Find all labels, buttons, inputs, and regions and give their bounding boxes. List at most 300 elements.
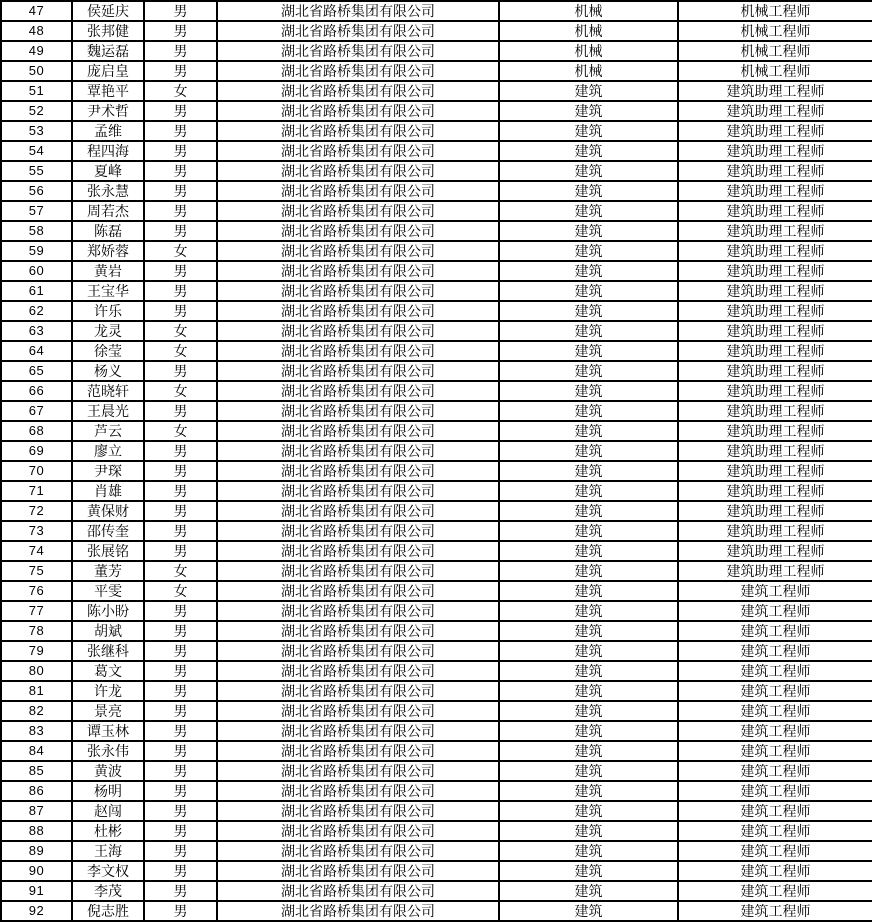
cell-gender: 男 [144, 821, 217, 841]
roster-table-body [1, 1, 872, 921]
table-row [1, 341, 872, 361]
cell-company: 湖北省路桥集团有限公司 [217, 741, 499, 761]
cell-company: 湖北省路桥集团有限公司 [217, 321, 499, 341]
cell-name: 张展铭 [72, 541, 144, 561]
cell-gender: 女 [144, 421, 217, 441]
cell-number: 79 [1, 641, 72, 661]
cell-category: 建筑 [499, 501, 678, 521]
cell-gender: 男 [144, 781, 217, 801]
cell-gender: 男 [144, 21, 217, 41]
cell-number: 73 [1, 521, 72, 541]
cell-category: 建筑 [499, 221, 678, 241]
cell-name: 郑娇蓉 [72, 241, 144, 261]
cell-number: 63 [1, 321, 72, 341]
table-row [1, 161, 872, 181]
cell-gender: 男 [144, 901, 217, 921]
cell-number: 92 [1, 901, 72, 921]
cell-company: 湖北省路桥集团有限公司 [217, 841, 499, 861]
table-row [1, 641, 872, 661]
cell-category: 建筑 [499, 201, 678, 221]
cell-name: 程四海 [72, 141, 144, 161]
cell-company: 湖北省路桥集团有限公司 [217, 541, 499, 561]
cell-name: 许乐 [72, 301, 144, 321]
cell-category: 建筑 [499, 161, 678, 181]
cell-company: 湖北省路桥集团有限公司 [217, 41, 499, 61]
cell-gender: 男 [144, 301, 217, 321]
cell-title: 建筑助理工程师 [678, 221, 872, 241]
cell-company: 湖北省路桥集团有限公司 [217, 861, 499, 881]
cell-gender: 男 [144, 721, 217, 741]
cell-number: 70 [1, 461, 72, 481]
table-row [1, 721, 872, 741]
cell-company: 湖北省路桥集团有限公司 [217, 421, 499, 441]
cell-number: 58 [1, 221, 72, 241]
cell-name: 谭玉林 [72, 721, 144, 741]
cell-category: 机械 [499, 21, 678, 41]
table-row [1, 761, 872, 781]
cell-gender: 男 [144, 401, 217, 421]
cell-gender: 男 [144, 681, 217, 701]
table-row [1, 581, 872, 601]
cell-company: 湖北省路桥集团有限公司 [217, 801, 499, 821]
cell-name: 邵传奎 [72, 521, 144, 541]
cell-title: 机械工程师 [678, 61, 872, 81]
table-row [1, 101, 872, 121]
cell-number: 80 [1, 661, 72, 681]
cell-title: 建筑助理工程师 [678, 241, 872, 261]
cell-category: 建筑 [499, 321, 678, 341]
cell-title: 建筑助理工程师 [678, 501, 872, 521]
cell-title: 建筑助理工程师 [678, 321, 872, 341]
cell-category: 机械 [499, 41, 678, 61]
cell-name: 廖立 [72, 441, 144, 461]
cell-company: 湖北省路桥集团有限公司 [217, 441, 499, 461]
cell-title: 建筑助理工程师 [678, 81, 872, 101]
cell-number: 48 [1, 21, 72, 41]
cell-name: 陈磊 [72, 221, 144, 241]
cell-company: 湖北省路桥集团有限公司 [217, 581, 499, 601]
cell-title: 建筑助理工程师 [678, 261, 872, 281]
cell-category: 建筑 [499, 581, 678, 601]
table-row [1, 361, 872, 381]
cell-number: 67 [1, 401, 72, 421]
cell-company: 湖北省路桥集团有限公司 [217, 61, 499, 81]
cell-number: 82 [1, 701, 72, 721]
cell-company: 湖北省路桥集团有限公司 [217, 901, 499, 921]
cell-category: 建筑 [499, 381, 678, 401]
cell-category: 建筑 [499, 361, 678, 381]
cell-name: 黄岩 [72, 261, 144, 281]
cell-gender: 女 [144, 321, 217, 341]
cell-title: 建筑助理工程师 [678, 421, 872, 441]
cell-category: 建筑 [499, 461, 678, 481]
cell-title: 建筑助理工程师 [678, 281, 872, 301]
cell-name: 侯延庆 [72, 1, 144, 21]
table-row [1, 421, 872, 441]
cell-number: 60 [1, 261, 72, 281]
cell-number: 91 [1, 881, 72, 901]
cell-category: 建筑 [499, 661, 678, 681]
cell-name: 葛文 [72, 661, 144, 681]
cell-number: 50 [1, 61, 72, 81]
cell-category: 建筑 [499, 121, 678, 141]
cell-title: 建筑助理工程师 [678, 521, 872, 541]
cell-name: 许龙 [72, 681, 144, 701]
cell-title: 建筑工程师 [678, 761, 872, 781]
cell-number: 49 [1, 41, 72, 61]
cell-gender: 女 [144, 561, 217, 581]
cell-company: 湖北省路桥集团有限公司 [217, 781, 499, 801]
cell-name: 杨义 [72, 361, 144, 381]
cell-number: 90 [1, 861, 72, 881]
cell-gender: 男 [144, 1, 217, 21]
cell-title: 建筑工程师 [678, 901, 872, 921]
table-row [1, 401, 872, 421]
cell-title: 建筑工程师 [678, 821, 872, 841]
cell-name: 张邦健 [72, 21, 144, 41]
cell-category: 建筑 [499, 261, 678, 281]
cell-title: 建筑助理工程师 [678, 201, 872, 221]
cell-category: 建筑 [499, 541, 678, 561]
cell-gender: 男 [144, 201, 217, 221]
table-row [1, 241, 872, 261]
table-row [1, 601, 872, 621]
cell-category: 建筑 [499, 761, 678, 781]
table-row [1, 61, 872, 81]
cell-name: 杜彬 [72, 821, 144, 841]
table-row [1, 481, 872, 501]
cell-category: 建筑 [499, 681, 678, 701]
cell-category: 建筑 [499, 141, 678, 161]
cell-category: 建筑 [499, 521, 678, 541]
cell-company: 湖北省路桥集团有限公司 [217, 601, 499, 621]
table-row [1, 81, 872, 101]
cell-gender: 男 [144, 881, 217, 901]
cell-gender: 男 [144, 221, 217, 241]
table-row [1, 381, 872, 401]
cell-title: 机械工程师 [678, 41, 872, 61]
cell-gender: 男 [144, 481, 217, 501]
cell-category: 建筑 [499, 101, 678, 121]
cell-title: 建筑助理工程师 [678, 161, 872, 181]
cell-gender: 男 [144, 841, 217, 861]
cell-company: 湖北省路桥集团有限公司 [217, 281, 499, 301]
cell-gender: 男 [144, 261, 217, 281]
cell-category: 建筑 [499, 421, 678, 441]
cell-number: 64 [1, 341, 72, 361]
cell-name: 张继科 [72, 641, 144, 661]
table-row [1, 521, 872, 541]
cell-category: 建筑 [499, 481, 678, 501]
cell-name: 尹琛 [72, 461, 144, 481]
cell-category: 建筑 [499, 621, 678, 641]
cell-name: 周若杰 [72, 201, 144, 221]
table-row [1, 541, 872, 561]
cell-gender: 男 [144, 101, 217, 121]
cell-number: 57 [1, 201, 72, 221]
cell-name: 陈小盼 [72, 601, 144, 621]
table-row [1, 661, 872, 681]
cell-title: 建筑助理工程师 [678, 341, 872, 361]
table-row [1, 841, 872, 861]
cell-number: 77 [1, 601, 72, 621]
cell-gender: 男 [144, 461, 217, 481]
cell-category: 建筑 [499, 881, 678, 901]
cell-gender: 男 [144, 541, 217, 561]
cell-title: 建筑助理工程师 [678, 141, 872, 161]
cell-number: 69 [1, 441, 72, 461]
cell-name: 王海 [72, 841, 144, 861]
cell-gender: 男 [144, 741, 217, 761]
cell-number: 78 [1, 621, 72, 641]
table-row [1, 181, 872, 201]
cell-category: 建筑 [499, 561, 678, 581]
cell-category: 建筑 [499, 241, 678, 261]
cell-title: 建筑助理工程师 [678, 541, 872, 561]
cell-company: 湖北省路桥集团有限公司 [217, 361, 499, 381]
cell-category: 建筑 [499, 281, 678, 301]
cell-title: 建筑工程师 [678, 601, 872, 621]
cell-name: 张永伟 [72, 741, 144, 761]
table-row [1, 121, 872, 141]
cell-title: 建筑工程师 [678, 741, 872, 761]
cell-title: 建筑工程师 [678, 881, 872, 901]
table-row [1, 261, 872, 281]
cell-category: 建筑 [499, 601, 678, 621]
cell-category: 建筑 [499, 441, 678, 461]
cell-category: 建筑 [499, 781, 678, 801]
cell-number: 72 [1, 501, 72, 521]
cell-gender: 女 [144, 341, 217, 361]
cell-gender: 男 [144, 441, 217, 461]
cell-name: 肖雄 [72, 481, 144, 501]
cell-company: 湖北省路桥集团有限公司 [217, 621, 499, 641]
cell-number: 86 [1, 781, 72, 801]
cell-title: 建筑助理工程师 [678, 101, 872, 121]
table-row [1, 501, 872, 521]
cell-company: 湖北省路桥集团有限公司 [217, 261, 499, 281]
cell-category: 建筑 [499, 821, 678, 841]
cell-gender: 女 [144, 241, 217, 261]
cell-title: 建筑工程师 [678, 661, 872, 681]
cell-category: 建筑 [499, 701, 678, 721]
cell-title: 建筑工程师 [678, 841, 872, 861]
cell-title: 建筑助理工程师 [678, 181, 872, 201]
cell-number: 71 [1, 481, 72, 501]
cell-title: 建筑工程师 [678, 721, 872, 741]
cell-company: 湖北省路桥集团有限公司 [217, 521, 499, 541]
table-row [1, 281, 872, 301]
cell-title: 建筑助理工程师 [678, 461, 872, 481]
table-row [1, 561, 872, 581]
cell-company: 湖北省路桥集团有限公司 [217, 501, 499, 521]
cell-number: 59 [1, 241, 72, 261]
cell-number: 81 [1, 681, 72, 701]
cell-company: 湖北省路桥集团有限公司 [217, 701, 499, 721]
table-row [1, 221, 872, 241]
cell-gender: 男 [144, 621, 217, 641]
cell-company: 湖北省路桥集团有限公司 [217, 101, 499, 121]
cell-name: 平雯 [72, 581, 144, 601]
cell-gender: 男 [144, 281, 217, 301]
cell-gender: 男 [144, 641, 217, 661]
cell-company: 湖北省路桥集团有限公司 [217, 181, 499, 201]
table-row [1, 861, 872, 881]
cell-company: 湖北省路桥集团有限公司 [217, 821, 499, 841]
cell-category: 建筑 [499, 181, 678, 201]
cell-name: 覃艳平 [72, 81, 144, 101]
cell-number: 51 [1, 81, 72, 101]
table-row [1, 901, 872, 921]
cell-number: 61 [1, 281, 72, 301]
cell-title: 建筑助理工程师 [678, 121, 872, 141]
cell-title: 建筑工程师 [678, 621, 872, 641]
cell-company: 湖北省路桥集团有限公司 [217, 721, 499, 741]
cell-gender: 男 [144, 181, 217, 201]
cell-name: 王宝华 [72, 281, 144, 301]
table-row [1, 441, 872, 461]
cell-number: 74 [1, 541, 72, 561]
cell-number: 75 [1, 561, 72, 581]
cell-number: 85 [1, 761, 72, 781]
cell-category: 建筑 [499, 801, 678, 821]
cell-gender: 女 [144, 381, 217, 401]
cell-name: 魏运磊 [72, 41, 144, 61]
cell-gender: 男 [144, 601, 217, 621]
cell-title: 建筑工程师 [678, 781, 872, 801]
cell-number: 54 [1, 141, 72, 161]
cell-name: 倪志胜 [72, 901, 144, 921]
cell-company: 湖北省路桥集团有限公司 [217, 381, 499, 401]
table-row [1, 801, 872, 821]
cell-gender: 女 [144, 81, 217, 101]
cell-category: 建筑 [499, 741, 678, 761]
cell-title: 建筑助理工程师 [678, 381, 872, 401]
cell-category: 建筑 [499, 641, 678, 661]
cell-title: 建筑助理工程师 [678, 561, 872, 581]
table-row [1, 781, 872, 801]
cell-title: 建筑助理工程师 [678, 301, 872, 321]
cell-title: 建筑工程师 [678, 861, 872, 881]
cell-name: 尹术哲 [72, 101, 144, 121]
table-row [1, 321, 872, 341]
cell-number: 68 [1, 421, 72, 441]
cell-category: 机械 [499, 61, 678, 81]
cell-title: 机械工程师 [678, 21, 872, 41]
cell-gender: 男 [144, 501, 217, 521]
cell-number: 62 [1, 301, 72, 321]
cell-name: 龙灵 [72, 321, 144, 341]
cell-gender: 男 [144, 661, 217, 681]
cell-number: 84 [1, 741, 72, 761]
cell-name: 夏峰 [72, 161, 144, 181]
cell-category: 建筑 [499, 861, 678, 881]
table-row [1, 41, 872, 61]
cell-company: 湖北省路桥集团有限公司 [217, 481, 499, 501]
cell-title: 建筑助理工程师 [678, 401, 872, 421]
cell-number: 66 [1, 381, 72, 401]
cell-gender: 男 [144, 61, 217, 81]
cell-name: 范晓轩 [72, 381, 144, 401]
cell-name: 黄保财 [72, 501, 144, 521]
cell-company: 湖北省路桥集团有限公司 [217, 121, 499, 141]
cell-company: 湖北省路桥集团有限公司 [217, 681, 499, 701]
cell-name: 徐莹 [72, 341, 144, 361]
cell-gender: 男 [144, 861, 217, 881]
cell-number: 55 [1, 161, 72, 181]
cell-number: 65 [1, 361, 72, 381]
table-row [1, 301, 872, 321]
cell-company: 湖北省路桥集团有限公司 [217, 461, 499, 481]
cell-company: 湖北省路桥集团有限公司 [217, 1, 499, 21]
cell-gender: 男 [144, 161, 217, 181]
cell-title: 建筑工程师 [678, 801, 872, 821]
cell-number: 88 [1, 821, 72, 841]
cell-category: 建筑 [499, 841, 678, 861]
cell-title: 机械工程师 [678, 1, 872, 21]
cell-company: 湖北省路桥集团有限公司 [217, 401, 499, 421]
table-row [1, 1, 872, 21]
cell-name: 景亮 [72, 701, 144, 721]
cell-title: 建筑工程师 [678, 581, 872, 601]
table-row [1, 881, 872, 901]
cell-gender: 男 [144, 41, 217, 61]
table-row [1, 141, 872, 161]
table-row [1, 821, 872, 841]
cell-name: 黄波 [72, 761, 144, 781]
cell-title: 建筑助理工程师 [678, 481, 872, 501]
cell-name: 张永慧 [72, 181, 144, 201]
cell-name: 赵闯 [72, 801, 144, 821]
cell-number: 76 [1, 581, 72, 601]
cell-name: 胡斌 [72, 621, 144, 641]
cell-company: 湖北省路桥集团有限公司 [217, 21, 499, 41]
cell-name: 王晨光 [72, 401, 144, 421]
cell-name: 庞启皇 [72, 61, 144, 81]
cell-name: 李文权 [72, 861, 144, 881]
cell-company: 湖北省路桥集团有限公司 [217, 641, 499, 661]
cell-title: 建筑助理工程师 [678, 441, 872, 461]
cell-gender: 男 [144, 121, 217, 141]
cell-company: 湖北省路桥集团有限公司 [217, 201, 499, 221]
cell-number: 87 [1, 801, 72, 821]
cell-title: 建筑工程师 [678, 681, 872, 701]
cell-number: 47 [1, 1, 72, 21]
cell-company: 湖北省路桥集团有限公司 [217, 301, 499, 321]
cell-category: 建筑 [499, 81, 678, 101]
cell-title: 建筑工程师 [678, 701, 872, 721]
cell-company: 湖北省路桥集团有限公司 [217, 161, 499, 181]
cell-gender: 男 [144, 521, 217, 541]
cell-name: 孟维 [72, 121, 144, 141]
cell-category: 建筑 [499, 901, 678, 921]
cell-gender: 女 [144, 581, 217, 601]
cell-name: 董芳 [72, 561, 144, 581]
cell-company: 湖北省路桥集团有限公司 [217, 341, 499, 361]
table-row [1, 701, 872, 721]
table-row [1, 21, 872, 41]
cell-gender: 男 [144, 761, 217, 781]
cell-number: 53 [1, 121, 72, 141]
cell-company: 湖北省路桥集团有限公司 [217, 241, 499, 261]
cell-company: 湖北省路桥集团有限公司 [217, 881, 499, 901]
cell-company: 湖北省路桥集团有限公司 [217, 81, 499, 101]
cell-category: 建筑 [499, 401, 678, 421]
cell-company: 湖北省路桥集团有限公司 [217, 561, 499, 581]
cell-category: 机械 [499, 1, 678, 21]
cell-category: 建筑 [499, 341, 678, 361]
cell-number: 52 [1, 101, 72, 121]
